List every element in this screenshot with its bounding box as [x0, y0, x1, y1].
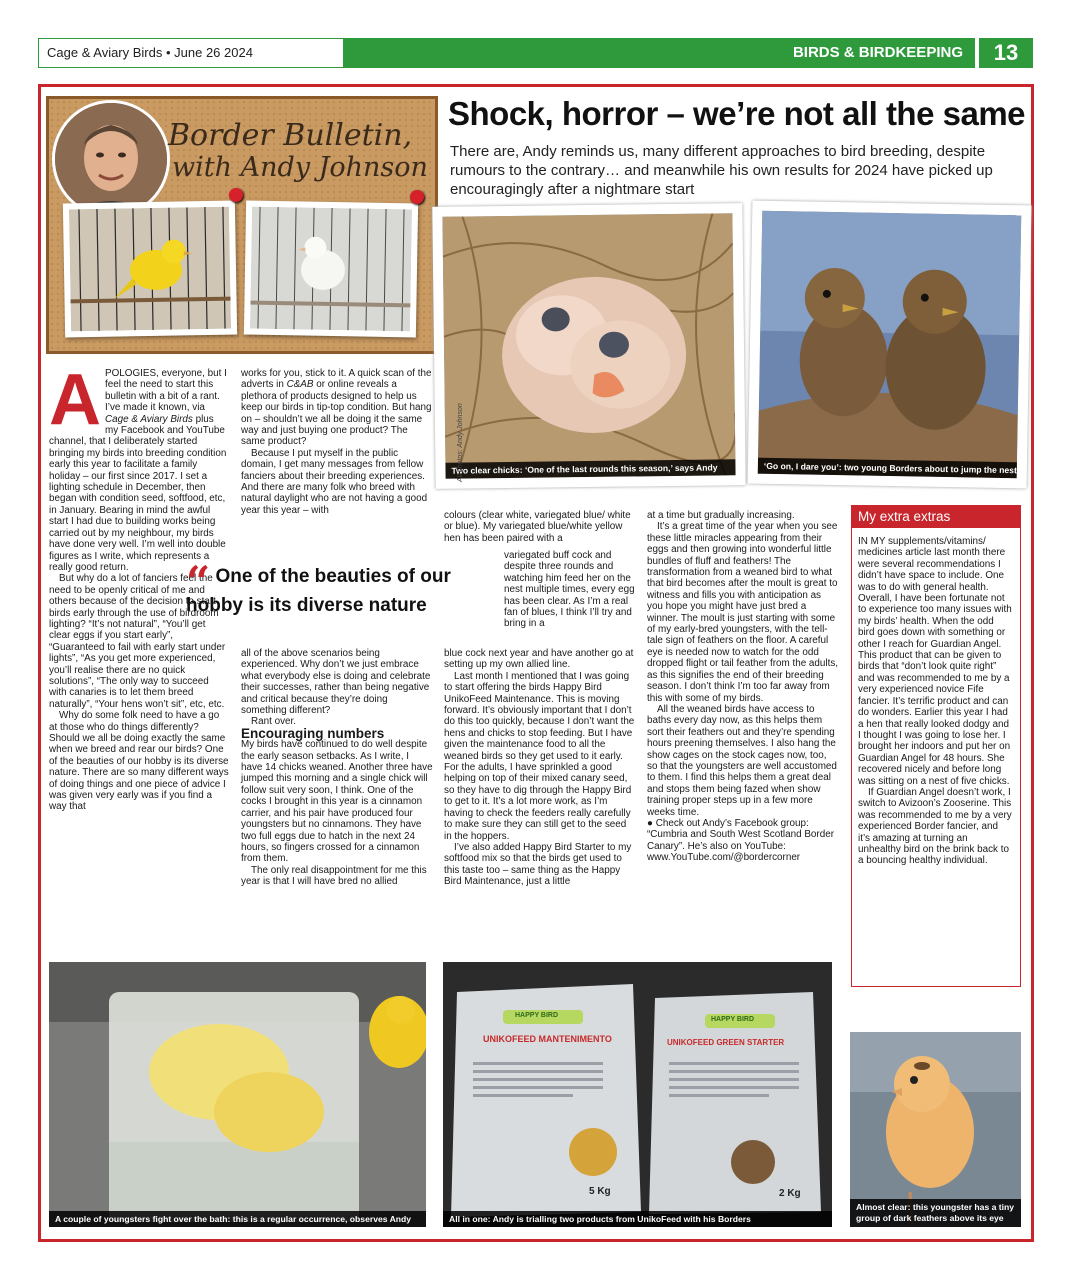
photo-credit: All photos: Andy Johnson [457, 403, 464, 482]
section-title: BIRDS & BIRDKEEPING [343, 38, 975, 68]
chicks-photo-frame [432, 203, 745, 489]
young-borders-photo [758, 211, 1022, 478]
bath-caption: A couple of youngsters fight over the bath: this is a regular occurrence, observes Andy [49, 1211, 426, 1227]
product-brand-label: HAPPY BIRD [711, 1016, 755, 1023]
subhead: Encouraging numbers [241, 725, 385, 741]
chicks-caption: Two clear chicks: ‘One of the last rounds this season,’ says Andy [445, 459, 735, 479]
almost-clear-caption: Almost clear: this youngster has a tiny group of dark feathers above its eye [850, 1199, 1021, 1227]
article-column-3-top: colours (clear white, variegated blue/ white or blue). My variegated blue/white yellow hen has been paired with a [444, 510, 631, 544]
paragraph: IN MY supplements/vitamins/ medicines article last month there were several recommendations I didn’t have space to include. One was to do with general health. Overall, I have been fortunate not to experience too many issues with my birds’ health. When the odd bird goes down with something or other I reach for Guardian Angel. This product that can be given to birds that “don’t look quite right” and was recommended to me by a very experienced novice Fife fancier. It’s terrific product and can do wonders. Earlier this year I had a hen that really looked dodgy and I thought I was going to lose her. I brought her indoors and put her on Guardian Angel for 48 hours. She recovered nicely and before long was sitting on a nest of five chicks. [858, 536, 1012, 787]
paragraph: Why do some folk need to have a go at those who do things differently? Should we all be doing exactly the same when we breed and rear our birds? One of the beauties of our hobby is its diverse nature. There are so many different ways of doing things and one piece of advice I was given very early was if you find a way that [49, 710, 229, 813]
paragraph: If Guardian Angel doesn’t work, I switch to Avizoon’s Zooserine. This was recommended to me by a very experienced Border fancier, and it’s amazing at turning an unhealthy bird on the brink back to a bouncing healthy individual. [858, 786, 1012, 867]
product-brand-label: HAPPY BIRD [515, 1012, 559, 1019]
red-pushpin [410, 190, 424, 204]
paragraph: But why do a lot of fanciers feel the need to be openly critical of me and others because of the decision to start birds early through the use of birdroom lighting? “It’s not natural”, “You’ll get clear eggs if you start early”, “Guaranteed to fail with early start under lights”, “As you get more experienced, you’ll realise there are no quick solutions”, “The only way to succeed with canaries is to let them breed naturally”, “Your hens won’t sit”, etc, etc. [49, 573, 226, 710]
sidebar-box [851, 505, 1021, 987]
white-canary-photo [244, 201, 418, 338]
product-1-weight: 5 Kg [589, 1186, 611, 1197]
banner-subtitle: with Andy Johnson [172, 152, 428, 183]
article-standfirst: There are, Andy reminds us, many different approaches to bird breeding, despite rumours to the contrary… and meanwhile his own results for 2024 have picked up encouragingly after a nightmare start [450, 143, 993, 198]
drop-cap: A [49, 360, 101, 440]
article-column-1: APOLOGIES, everyone, but I feel the need to start this bulletin with a bit of a rant. I’ve made it known, via Cage & Aviary Birds plus my Facebook and YouTube channel, that I deliberately started bringing my birds into breeding condition early this year to facilitate a family holiday – our first since 2017. I set a lighting schedule in December, then began with condition seed, softfood, etc, in January. Bearing in mind the awful start I had due to building works being carried out by my neighbour, my birds have done very well. I’m well into double figures as I write, which represents a really good return. But why do a lot of fanciers feel the need to be openly critical of me and others because of the decision to start birds early through the use of birdroom lighting? “It’s not natural”, “You’ll get clear eggs if you start early”, “Guaranteed to fail with early start under lights”, “As you get more experienced, you’ll realise there are no quick solutions”, “The only way to succeed with canaries is to let them breed naturally”, “Your hens won’t sit”, etc, etc. Why do some folk need to have a go at those who do things differently? Should we all be doing exactly the same when we breed and rear our birds? One of the beauties of our hobby is its diverse nature. There are so many different ways of doing things and one piece of advice I was given very early was if you find a way that [49, 360, 229, 813]
paragraph: The only real disappointment for me this year is that I will have bred no allied [241, 864, 427, 888]
social-links: ● Check out Andy’s Facebook group: “Cumbria and South West Scotland Border Canary”. He’s also on YouTube: www.YouTube.com/@bordercorner [647, 817, 834, 864]
article-column-2-top: works for you, stick to it. A quick scan of the adverts in C&AB or online reveals a plethora of products designed to help us keep our birds in tip-top condition. But hang on – shouldn’t we all be doing it the same way and just buying one product? The same product? Because I put myself in the public domain, I get many messages from fellow fanciers about their breeding experiences. And there are many folk who breed with natural daylight who are not having a good year this year – with [241, 368, 432, 516]
paragraph: I’ve also added Happy Bird Starter to my softfood mix so that the birds get used to this taste too – same thing as the Happy Bird Maintenance, just a little [444, 841, 632, 888]
young-borders-caption: ‘Go on, I dare you’: two young Borders about to jump the nest [758, 458, 1017, 479]
paragraph: Rant over. [251, 716, 297, 728]
paragraph: It’s a great time of the year when you see these little miracles appearing from their eggs and then growing into wonderful little bundles of fluff and feathers! The transformation from a weaned bird to what that bird becomes after the moult is great to witness and fills you with anticipation as you hope you might have just bred a winner. The moult is just starting with some of my early-bred youngsters, with the tell-tale sign of feathers on the floor. A careful eye is needed now to watch for the odd dropped flight or tail feather from the adults, as this signifies the end of their breeding season. I don’t think I’m too far away from this with some of my birds. [647, 521, 839, 704]
article-column-3-wrap: variegated buff cock and despite three rounds and watching him feed her on the nest multiple times, every egg has been clear. As I’m a real fan of blues, I think I’ll try and bring in a [504, 550, 635, 630]
paragraph: all of the above scenarios being experienced. Why don’t we just embrace what everybody else is doing and celebrate their successes, rather than being negative and critical because they’re doing something different? [241, 648, 431, 717]
page-number: 13 [979, 38, 1033, 68]
product-2-weight: 2 Kg [779, 1188, 801, 1199]
chicks-photo [442, 213, 735, 479]
yellow-canary-photo [63, 201, 237, 338]
paragraph: at a time but gradually increasing. [647, 510, 795, 521]
article-headline: Shock, horror – we’re not all the same [448, 95, 1026, 132]
young-borders-photo-frame [748, 201, 1032, 489]
paragraph: All the weaned birds have access to baths every day now, as this helps them sort their feathers out and they’re spending hours preening themselves. I also hang the show cages on the stock cages now, too, so that the youngsters are well accustomed to them. I find this helps them a great deal and stops them being fazed when show training proper steps up in a few more weeks time. [647, 703, 837, 818]
author-avatar [52, 100, 170, 218]
article-column-3-bottom: blue cock next year and have another go at setting up my own allied line. Last month I mentioned that I was going to start offering the birds Happy Bird UnikoFeed Maintenance. This is moving forward. It’s obviously important that I don’t do this too quickly, because I don’t want the hens and chicks to stop feeding. But I have given the maintenance food to all the weaned birds so they get used to it early. For the adults, I have sprinkled a good helping on top of their mixed canary seed, so they have to dig through the Happy Bird to get to it. It’s a lot more work, as I’m having to check the feeders really carefully to make sure they can still get to the seed in the hoppers. I’ve also added Happy Bird Starter to my softfood mix so that the birds get used to this taste too – same thing as the Happy Bird Maintenance, just a little [444, 648, 635, 888]
article-column-4 [647, 510, 839, 864]
products-caption: All in one: Andy is trialling two products from UnikoFeed with his Borders [443, 1211, 832, 1227]
paragraph: Last month I mentioned that I was going to start offering the birds Happy Bird UnikoFeed Maintenance. This is moving forward. It’s obviously important that I don’t do this too quickly, because I don’t want the hens and chicks to stop feeding. But I have given the maintenance food to all the weaned birds so they get used to it early. For the adults, I have sprinkled a good helping on top of their mixed canary seed, so they have to dig through the Happy Bird to get to it. It’s a lot more work, as I’m having to check the feeders really carefully to make sure they can still get to the seed in the hoppers. [444, 670, 635, 842]
quote-mark-icon: “ [186, 557, 211, 606]
paragraph: My birds have continued to do well despite the early season setbacks. As I write, I have 14 chicks weaned. Another three have jumped this morning and a single chick will follow suit very soon, I think. One of the cocks I brought in this year is a cinnamon carrier, and his pair have produced four youngsters but no cinnamons. They have two full eggs due to hatch in the next 24 hours, so fingers crossed for a cinnamon from them. [241, 739, 433, 865]
publication-date: Cage & Aviary Birds • June 26 2024 [38, 38, 343, 68]
almost-clear-photo [850, 1032, 1021, 1227]
paragraph: Because I put myself in the public domain, I get many messages from fellow fanciers about their breeding experiences. And there are many folk who breed with natural daylight who are not having a good year this year – with [241, 447, 428, 516]
product-1-name: UNIKOFEED MANTENIMENTO [483, 1034, 612, 1044]
article-column-2-bottom [241, 648, 433, 888]
red-pushpin [229, 188, 243, 202]
pull-quote: “ One of the beauties of our hobby is its diverse nature [186, 557, 451, 616]
bath-photo [49, 962, 426, 1227]
product-2-name: UNIKOFEED GREEN STARTER [667, 1038, 785, 1047]
sidebar-title: My extra extras [852, 506, 1020, 528]
products-photo [443, 962, 832, 1227]
banner-title: Border Bulletin, [168, 118, 413, 153]
